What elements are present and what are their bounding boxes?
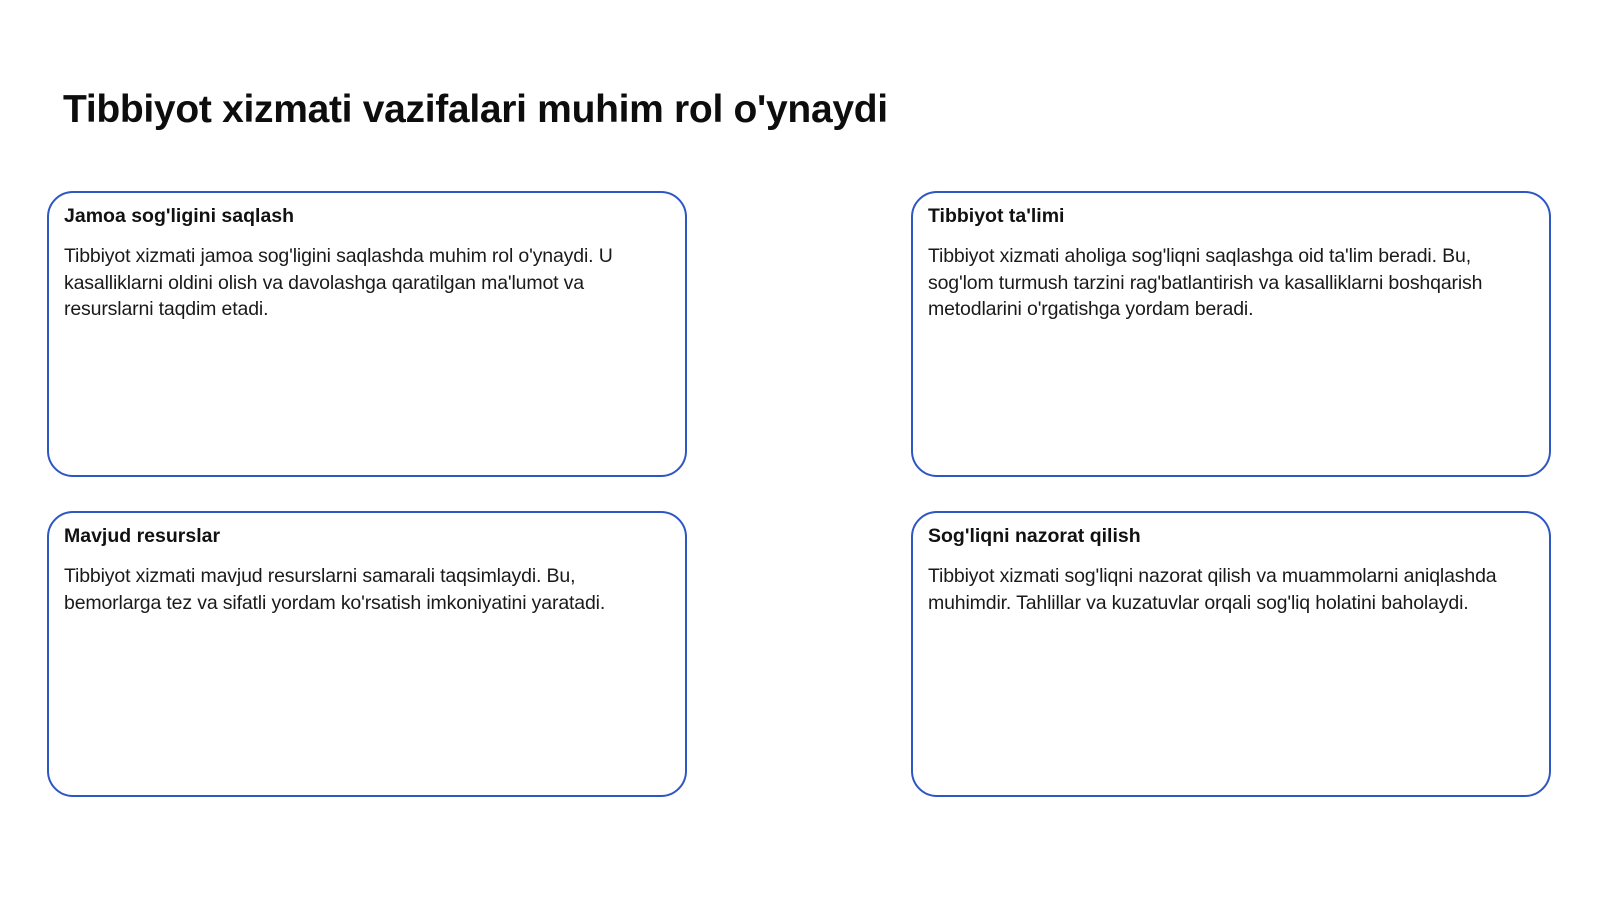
card-health-monitoring bbox=[911, 511, 1551, 797]
card-text: Tibbiyot xizmati aholiga sog'liqni saqlashga oid ta'lim beradi. Bu, sog'lom turmush tarzini rag'batlantirish va kasalliklarni boshqarish metodlarini o'rgatishga yordam beradi. bbox=[928, 245, 1483, 321]
card-community-health bbox=[47, 191, 687, 477]
card-heading: Tibbiyot ta'limi bbox=[928, 205, 1065, 227]
card-heading: Sog'liqni nazorat qilish bbox=[928, 525, 1141, 547]
card-medical-education bbox=[911, 191, 1551, 477]
card-available-resources bbox=[47, 511, 687, 797]
card-heading: Jamoa sog'ligini saqlash bbox=[64, 205, 295, 227]
card-heading: Mavjud resurslar bbox=[64, 525, 221, 547]
card-text: Tibbiyot xizmati jamoa sog'ligini saqlashda muhim rol o'ynaydi. U kasalliklarni oldini olish va davolashga qaratilgan ma'lumot va resurslarni taqdim etadi. bbox=[64, 245, 613, 321]
slide-title: Tibbiyot xizmati vazifalari muhim rol o'ynaydi bbox=[63, 88, 888, 131]
card-text: Tibbiyot xizmati mavjud resurslarni samarali taqsimlaydi. Bu, bemorlarga tez va sifatli yordam ko'rsatish imkoniyatini yaratadi. bbox=[64, 565, 606, 614]
card-text: Tibbiyot xizmati sog'liqni nazorat qilish va muammolarni aniqlashda muhimdir. Tahlillar va kuzatuvlar orqali sog'liq holatini baholaydi. bbox=[928, 565, 1497, 614]
